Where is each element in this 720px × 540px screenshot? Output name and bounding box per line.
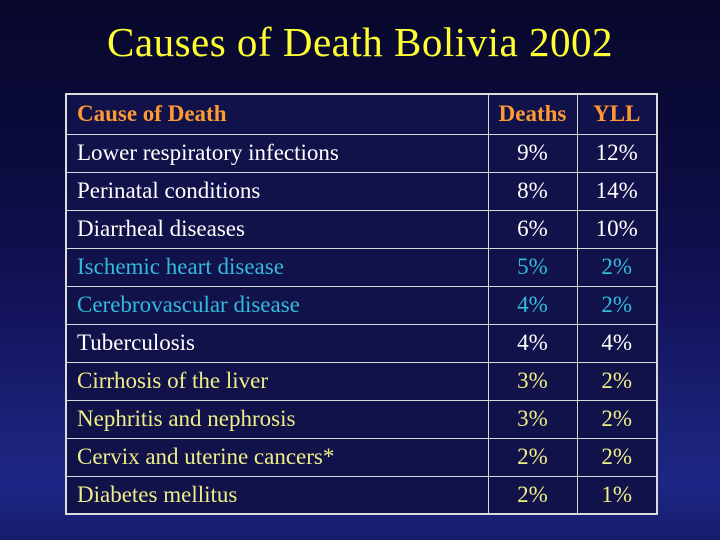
- yll-cell: 14%: [577, 172, 657, 210]
- deaths-cell: 8%: [488, 172, 577, 210]
- table-header-row: [66, 94, 657, 134]
- cause-cell: Cerebrovascular disease: [66, 286, 488, 324]
- table-row: [66, 210, 657, 248]
- header-yll: YLL: [577, 94, 657, 134]
- deaths-cell: 9%: [488, 134, 577, 172]
- cause-cell: Ischemic heart disease: [66, 248, 488, 286]
- deaths-cell: 3%: [488, 400, 577, 438]
- table-row: [66, 248, 657, 286]
- table-row: [66, 476, 657, 514]
- causes-of-death-table: [65, 93, 658, 515]
- deaths-cell: 6%: [488, 210, 577, 248]
- cause-cell: Diarrheal diseases: [66, 210, 488, 248]
- deaths-cell: 4%: [488, 324, 577, 362]
- cause-cell: Cervix and uterine cancers*: [66, 438, 488, 476]
- yll-cell: 12%: [577, 134, 657, 172]
- cause-cell: Tuberculosis: [66, 324, 488, 362]
- deaths-cell: 3%: [488, 362, 577, 400]
- yll-cell: 2%: [577, 248, 657, 286]
- cause-cell: Diabetes mellitus: [66, 476, 488, 514]
- yll-cell: 2%: [577, 286, 657, 324]
- table-row: [66, 324, 657, 362]
- yll-cell: 2%: [577, 400, 657, 438]
- slide-title: Causes of Death Bolivia 2002: [107, 19, 613, 65]
- deaths-cell: 2%: [488, 438, 577, 476]
- yll-cell: 1%: [577, 476, 657, 514]
- yll-cell: 4%: [577, 324, 657, 362]
- deaths-cell: 5%: [488, 248, 577, 286]
- table-row: [66, 438, 657, 476]
- header-cause-of-death: Cause of Death: [66, 94, 488, 134]
- table-row: [66, 134, 657, 172]
- yll-cell: 2%: [577, 438, 657, 476]
- yll-cell: 2%: [577, 362, 657, 400]
- table-row: [66, 286, 657, 324]
- table-row: [66, 362, 657, 400]
- cause-cell: Cirrhosis of the liver: [66, 362, 488, 400]
- cause-cell: Perinatal conditions: [66, 172, 488, 210]
- header-deaths: Deaths: [488, 94, 577, 134]
- deaths-cell: 4%: [488, 286, 577, 324]
- cause-cell: Lower respiratory infections: [66, 134, 488, 172]
- cause-cell: Nephritis and nephrosis: [66, 400, 488, 438]
- yll-cell: 10%: [577, 210, 657, 248]
- table-row: [66, 172, 657, 210]
- deaths-cell: 2%: [488, 476, 577, 514]
- table-row: [66, 400, 657, 438]
